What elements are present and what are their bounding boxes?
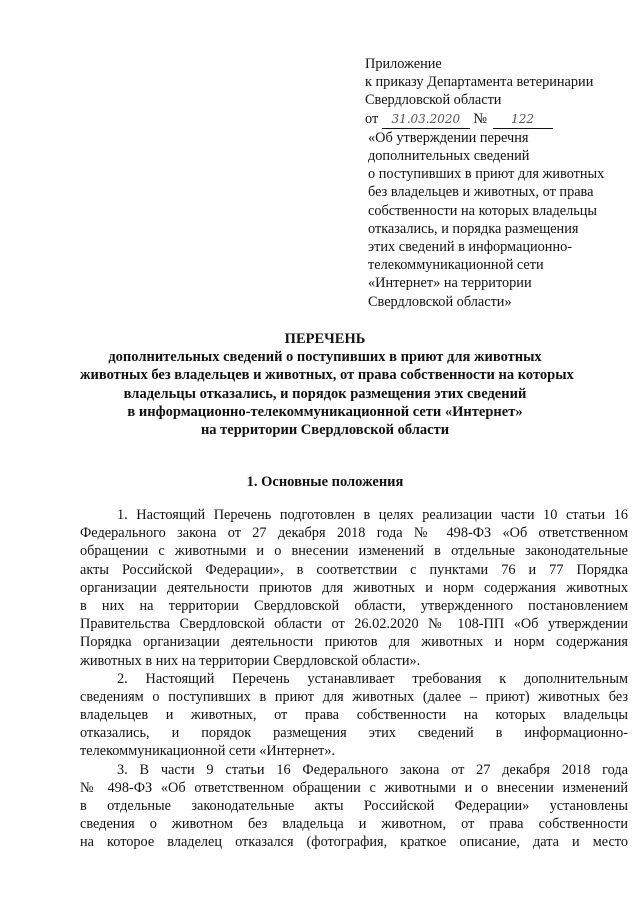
date-prefix: от — [365, 110, 379, 127]
body-line: животных в них на территории Свердловской области». — [80, 652, 421, 669]
decree-line: этих сведений в информационно- — [368, 239, 573, 256]
title-heading: ПЕРЕЧЕНЬ — [284, 331, 366, 347]
decree-line: телекоммуникационной сети — [368, 257, 544, 274]
decree-line: «Интернет» на территории — [368, 275, 532, 292]
title-line: в информационно-телекоммуникационной сети «Интернет» — [127, 403, 523, 420]
body-line: организации деятельности приютов для животных и норм содержания животных — [80, 579, 628, 596]
decree-line: Свердловской области» — [368, 293, 512, 310]
body-line: сведения о животном без владельца и животном, от права собственности — [80, 816, 628, 833]
body-line: Федерального закона от 27 декабря 2018 года № 498-ФЗ «Об ответственном — [80, 525, 628, 542]
title-line: дополнительных сведений о поступивших в приют для животных — [108, 349, 542, 366]
title-line: животных без владельцев и животных, от права собственности на которых — [80, 367, 574, 384]
number-prefix: № — [473, 110, 488, 127]
title-line: владельцы отказались, и порядок размещения этих сведений — [123, 385, 527, 402]
appendix-block — [365, 55, 630, 311]
title-line: на территории Свердловской области — [200, 422, 450, 439]
body-line: Порядка организации деятельности приютов для животных и норм содержания — [80, 634, 628, 651]
section-body — [80, 506, 628, 852]
body-line: телекоммуникационной сети «Интернет». — [80, 743, 336, 760]
decree-line: отказались, и порядка размещения — [368, 220, 579, 237]
body-line: 1. Настоящий Перечень подготовлен в целях реализации части 10 статьи 16 — [117, 507, 628, 523]
section-heading: 1. Основные положения — [246, 474, 404, 490]
body-line: 2. Настоящий Перечень устанавливает требования к дополнительным — [117, 670, 628, 687]
body-line: на которое владелец отказался (фотография, краткое описание, дата и место — [80, 834, 628, 851]
decree-line: «Об утверждении перечня — [368, 129, 529, 146]
body-line: 3. В части 9 статьи 16 Федерального закона от 27 декабря 2018 года — [117, 761, 628, 778]
body-line: отказались, и порядок размещения этих сведений в информационно- — [80, 725, 628, 742]
body-line: в них на территории Свердловской области, утвержденного постановлением — [80, 597, 628, 614]
appendix-date-line — [365, 110, 630, 129]
decree-line: без владельцев и животных, от права — [368, 184, 594, 201]
body-line: акты Российской Федерации», в соответствии с пунктами 76 и 77 Порядка — [80, 561, 628, 578]
body-line: Правительства Свердловской области от 26.02.2020 № 108-ПП «Об утверждении — [80, 616, 628, 633]
body-line: сведениям о поступивших в приют для животных (далее – приют) животных без — [80, 688, 628, 705]
appendix-title: Приложение — [365, 56, 442, 72]
body-line: обращении с животными и о внесении изменений в отдельные законодательные — [80, 543, 628, 560]
document-title — [80, 330, 574, 439]
body-line: № 498-ФЗ «Об ответственном обращении с животными и о внесении изменений — [80, 779, 628, 796]
handwritten-number: 122 — [493, 110, 553, 129]
body-line: владельцев и животных, от права собственности на которых владельцы — [80, 707, 628, 724]
appendix-region: Свердловской области — [365, 92, 502, 109]
decree-line: собственности на которых владельцы — [368, 202, 598, 219]
handwritten-date: 31.03.2020 — [382, 110, 470, 129]
appendix-order-ref: к приказу Департамента ветеринарии — [365, 74, 594, 91]
body-line: в отдельные законодательные акты Российской Федерации» установлены — [80, 798, 628, 814]
decree-line: дополнительных сведений — [368, 148, 530, 165]
decree-line: о поступивших в приют для животных — [368, 166, 605, 183]
